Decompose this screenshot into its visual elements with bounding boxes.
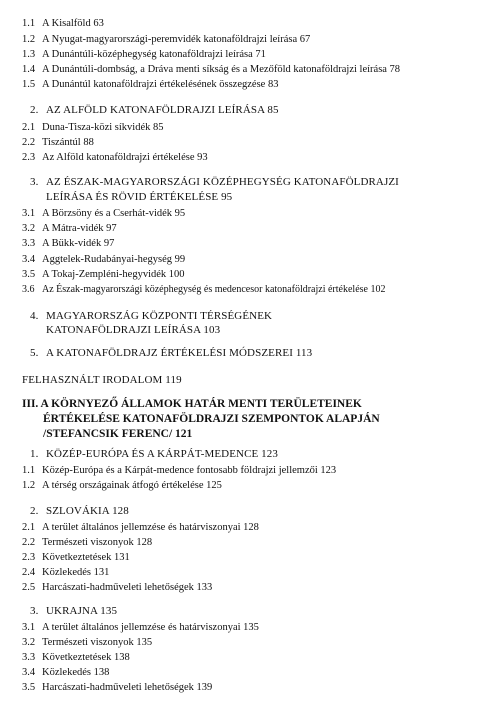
section-title: AZ ALFÖLD KATONAFÖLDRAJZI LEÍRÁSA 85 xyxy=(46,104,279,116)
entry-text: Tiszántúl 88 xyxy=(42,137,94,148)
entry-number: 1.1 xyxy=(22,465,36,476)
entry-text: Aggtelek-Rudabányai-hegység 99 xyxy=(42,254,186,265)
entry-text: Következtetések 131 xyxy=(42,552,130,563)
entry-text: Közlekedés 131 xyxy=(42,567,110,578)
entry-number: 1.2 xyxy=(22,480,36,491)
entry-number: 1.5 xyxy=(22,79,36,90)
entry-text: A Dunántúli-középhegység katonaföldrajzi leírása 71 xyxy=(42,49,266,60)
entry-text: Természeti viszonyok 128 xyxy=(42,537,153,548)
entry-text: A Dunántúli-dombság, a Dráva menti síkság és a Mezőföld katonaföldrajzi leírása 78 xyxy=(42,64,401,75)
section-title: SZLOVÁKIA 128 xyxy=(46,505,129,517)
entry-number: 2.2 xyxy=(22,537,36,548)
entry-number: 3.5 xyxy=(22,269,36,280)
toc-entry xyxy=(22,17,104,30)
toc-entry xyxy=(22,121,164,134)
toc-section-heading xyxy=(30,347,312,360)
section-title: A KATONAFÖLDRAJZ ÉRTÉKELÉSI MÓDSZEREI 113 xyxy=(46,347,313,359)
entry-number: 2.5 xyxy=(22,582,36,593)
entry-text: A térség országainak átfogó értékelése 125 xyxy=(42,480,222,491)
entry-number: 2.1 xyxy=(22,522,36,533)
toc-entry xyxy=(22,651,130,664)
entry-number: 3.5 xyxy=(22,682,36,693)
section-number: 4. xyxy=(30,310,39,322)
section-number: 5. xyxy=(30,347,39,359)
toc-entry xyxy=(22,283,385,296)
entry-text: A Kisalföld 63 xyxy=(42,18,104,29)
toc-entry xyxy=(22,479,222,492)
toc-entry xyxy=(22,464,336,477)
part-title-author: /STEFANCSIK FERENC/ 121 xyxy=(43,428,193,440)
toc-entry xyxy=(22,666,109,679)
part-title-line2: ÉRTÉKELÉSE KATONAFÖLDRAJZI SZEMPONTOK ALAPJÁN xyxy=(43,413,380,425)
entry-text: A Tokaj-Zempléni-hegyvidék 100 xyxy=(42,269,185,280)
toc-entry xyxy=(22,33,310,46)
toc-entry xyxy=(22,207,185,220)
toc-entry xyxy=(22,237,114,250)
entry-number: 1.4 xyxy=(22,64,36,75)
entry-number: 3.1 xyxy=(22,622,36,633)
section-title-line2: LEÍRÁSA ÉS RÖVID ÉRTÉKELÉSE 95 xyxy=(46,191,233,203)
section-number: 2. xyxy=(30,104,39,116)
entry-text: A Nyugat-magyarországi-peremvidék katonaföldrajzi leírása 67 xyxy=(42,34,311,45)
toc-entry xyxy=(22,48,266,61)
entry-text: Duna-Tisza-közi síkvidék 85 xyxy=(42,122,164,133)
section-title: KÖZÉP-EURÓPA ÉS A KÁRPÁT-MEDENCE 123 xyxy=(46,448,278,460)
toc-entry xyxy=(22,151,208,164)
toc-entry xyxy=(22,681,212,694)
entry-text: A Bükk-vidék 97 xyxy=(42,238,115,249)
section-number: 1. xyxy=(30,448,39,460)
part-title-line1: III. A KÖRNYEZŐ ÁLLAMOK HATÁR MENTI TERÜLETEINEK xyxy=(22,398,362,410)
entry-text: Az Észak-magyarországi középhegység és medencesor katonaföldrajzi értékelése 102 xyxy=(42,284,386,295)
entry-text: Következtetések 138 xyxy=(42,652,130,663)
section-title-line1: MAGYARORSZÁG KÖZPONTI TÉRSÉGÉNEK xyxy=(46,310,273,322)
toc-entry xyxy=(22,268,185,281)
toc-entry xyxy=(22,78,278,91)
toc-part-heading xyxy=(22,398,380,441)
toc-section-heading xyxy=(30,505,129,518)
entry-number: 2.3 xyxy=(22,152,36,163)
entry-text: Közlekedés 138 xyxy=(42,667,110,678)
toc-entry xyxy=(22,636,152,649)
toc-section-heading xyxy=(30,176,399,204)
toc-entry xyxy=(22,222,117,235)
entry-number: 3.1 xyxy=(22,208,36,219)
entry-number: 2.4 xyxy=(22,567,36,578)
entry-number: 1.2 xyxy=(22,34,36,45)
entry-text: Természeti viszonyok 135 xyxy=(42,637,153,648)
entry-number: 3.3 xyxy=(22,652,36,663)
toc-section-heading xyxy=(30,605,117,618)
entry-text: A terület általános jellemzése és határviszonyai 128 xyxy=(42,522,259,533)
toc-entry xyxy=(22,253,185,266)
entry-text: A terület általános jellemzése és határviszonyai 135 xyxy=(42,622,259,633)
entry-number: 3.3 xyxy=(22,238,36,249)
entry-text: A Mátra-vidék 97 xyxy=(42,223,117,234)
entry-number: 2.2 xyxy=(22,137,36,148)
entry-number: 3.2 xyxy=(22,637,36,648)
entry-number: 1.3 xyxy=(22,49,36,60)
toc-entry xyxy=(22,521,259,534)
entry-text: Közép-Európa és a Kárpát-medence fontosabb földrajzi jellemzői 123 xyxy=(42,465,337,476)
section-number: 2. xyxy=(30,505,39,517)
toc-section-heading xyxy=(30,448,278,461)
toc-entry xyxy=(22,581,212,594)
toc-section-heading xyxy=(30,104,279,117)
toc-section-heading xyxy=(30,310,272,337)
entry-text: A Dunántúl katonaföldrajzi értékelésének összegzése 83 xyxy=(42,79,279,90)
entry-number: 3.6 xyxy=(22,284,35,295)
entry-text: A Börzsöny és a Cserhát-vidék 95 xyxy=(42,208,186,219)
section-number: 3. xyxy=(30,176,39,188)
entry-text: Harcászati-hadműveleti lehetőségek 139 xyxy=(42,682,213,693)
entry-number: 2.3 xyxy=(22,552,36,563)
entry-number: 1.1 xyxy=(22,18,36,29)
entry-number: 3.2 xyxy=(22,223,36,234)
entry-number: 3.4 xyxy=(22,254,36,265)
entry-number: 3.4 xyxy=(22,667,36,678)
toc-literature-heading: FELHASZNÁLT IRODALOM 119 xyxy=(22,374,182,386)
entry-text: Az Alföld katonaföldrajzi értékelése 93 xyxy=(42,152,208,163)
entry-text: Harcászati-hadműveleti lehetőségek 133 xyxy=(42,582,213,593)
section-title-line2: KATONAFÖLDRAJZI LEÍRÁSA 103 xyxy=(46,324,221,336)
toc-entry xyxy=(22,136,94,149)
section-title: UKRAJNA 135 xyxy=(46,605,118,617)
section-title-line1: AZ ÉSZAK-MAGYARORSZÁGI KÖZÉPHEGYSÉG KATONAFÖLDRAJZI xyxy=(46,176,399,188)
toc-entry xyxy=(22,621,259,634)
toc-entry xyxy=(22,551,130,564)
toc-entry xyxy=(22,566,109,579)
section-number: 3. xyxy=(30,605,39,617)
toc-entry xyxy=(22,63,400,76)
entry-number: 2.1 xyxy=(22,122,36,133)
toc-entry xyxy=(22,536,152,549)
